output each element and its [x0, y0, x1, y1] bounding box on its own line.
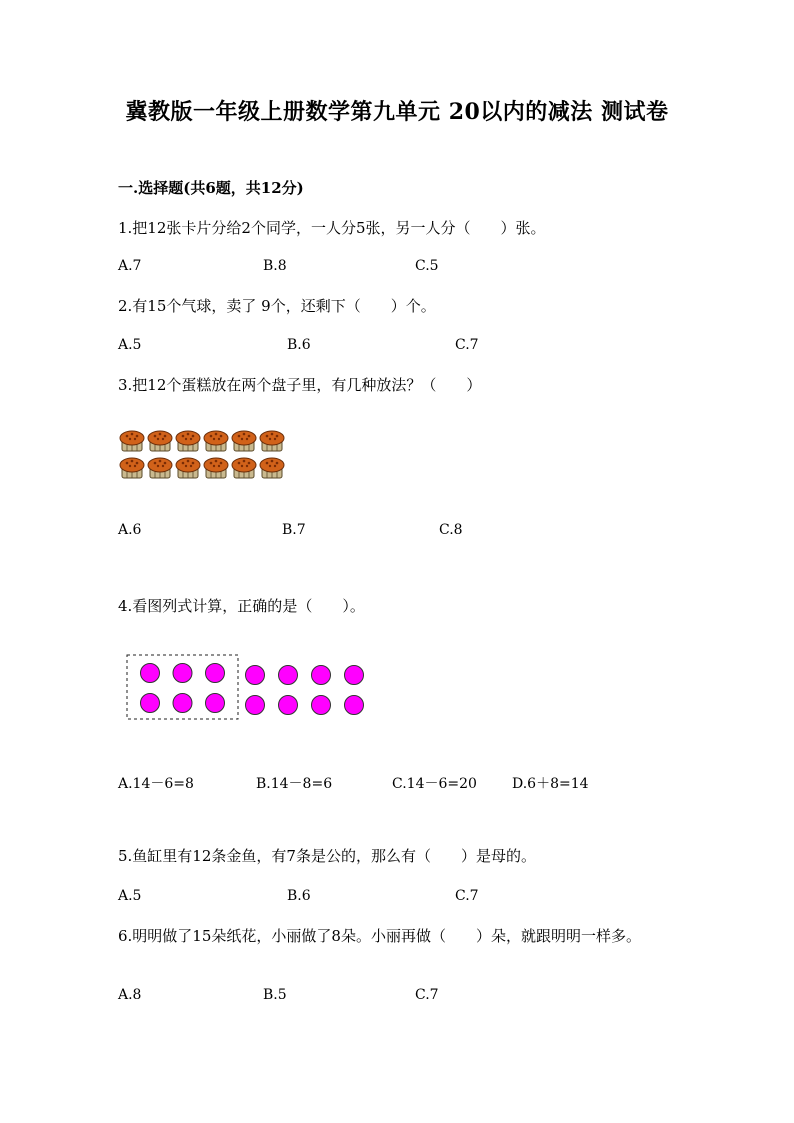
circle-icon: [345, 666, 364, 685]
cupcake-icon: [148, 431, 172, 451]
q3-option-a[interactable]: A.6: [118, 522, 142, 538]
circle-icon: [312, 696, 331, 715]
cupcake-icon: [260, 431, 284, 451]
q6-option-a[interactable]: A.8: [118, 987, 142, 1003]
q1-option-a[interactable]: A.7: [118, 258, 142, 274]
question-3: 3.把12个蛋糕放在两个盘子里，有几种放法？（ ）: [118, 376, 482, 394]
cupcake-icon: [176, 431, 200, 451]
circle-icon: [173, 694, 192, 713]
circle-icon: [246, 666, 265, 685]
q1-option-c[interactable]: C.5: [415, 258, 439, 274]
page-title: 冀教版一年级上册数学第九单元 20以内的减法 测试卷: [125, 99, 669, 125]
circles-figure: [124, 652, 374, 722]
q6-option-b[interactable]: B.5: [263, 987, 287, 1003]
q4-option-c[interactable]: C.14－6=20: [392, 776, 477, 792]
q2-option-c[interactable]: C.7: [455, 337, 479, 353]
section-heading: 一.选择题(共6题，共12分): [118, 179, 304, 197]
q5-option-c[interactable]: C.7: [455, 888, 479, 904]
q1-option-b[interactable]: B.8: [263, 258, 287, 274]
cupcakes-figure: [118, 426, 294, 482]
circle-icon: [345, 696, 364, 715]
q4-option-b[interactable]: B.14－8=6: [256, 776, 333, 792]
q3-option-b[interactable]: B.7: [282, 522, 306, 538]
q2-option-a[interactable]: A.5: [118, 337, 142, 353]
circle-icon: [206, 664, 225, 683]
question-6: 6.明明做了15朵纸花，小丽做了8朵。小丽再做（ ）朵，就跟明明一样多。: [118, 927, 641, 945]
question-2: 2.有15个气球，卖了 9个，还剩下（ ）个。: [118, 297, 436, 315]
q2-option-b[interactable]: B.6: [287, 337, 311, 353]
circle-icon: [173, 664, 192, 683]
circle-icon: [279, 666, 298, 685]
q6-option-c[interactable]: C.7: [415, 987, 439, 1003]
q5-option-a[interactable]: A.5: [118, 888, 142, 904]
cupcake-icon: [148, 458, 172, 478]
question-5: 5.鱼缸里有12条金鱼，有7条是公的，那么有（ ）是母的。: [118, 847, 536, 865]
q4-option-d[interactable]: D.6＋8=14: [512, 776, 589, 792]
question-1: 1.把12张卡片分给2个同学，一人分5张，另一人分（ ）张。: [118, 219, 546, 237]
cupcake-icon: [120, 458, 144, 478]
cupcake-icon: [204, 431, 228, 451]
q5-option-b[interactable]: B.6: [287, 888, 311, 904]
cupcake-icon: [120, 431, 144, 451]
q4-option-a[interactable]: A.14－6=8: [118, 776, 194, 792]
circle-icon: [279, 696, 298, 715]
question-4: 4.看图列式计算，正确的是（ ）。: [118, 597, 365, 615]
cupcake-icon: [260, 458, 284, 478]
cupcake-icon: [176, 458, 200, 478]
circle-icon: [246, 696, 265, 715]
cupcake-icon: [204, 458, 228, 478]
cupcake-icon: [232, 458, 256, 478]
q3-option-c[interactable]: C.8: [439, 522, 463, 538]
circle-icon: [141, 694, 160, 713]
circle-icon: [312, 666, 331, 685]
circle-icon: [141, 664, 160, 683]
cupcake-icon: [232, 431, 256, 451]
circle-icon: [206, 694, 225, 713]
